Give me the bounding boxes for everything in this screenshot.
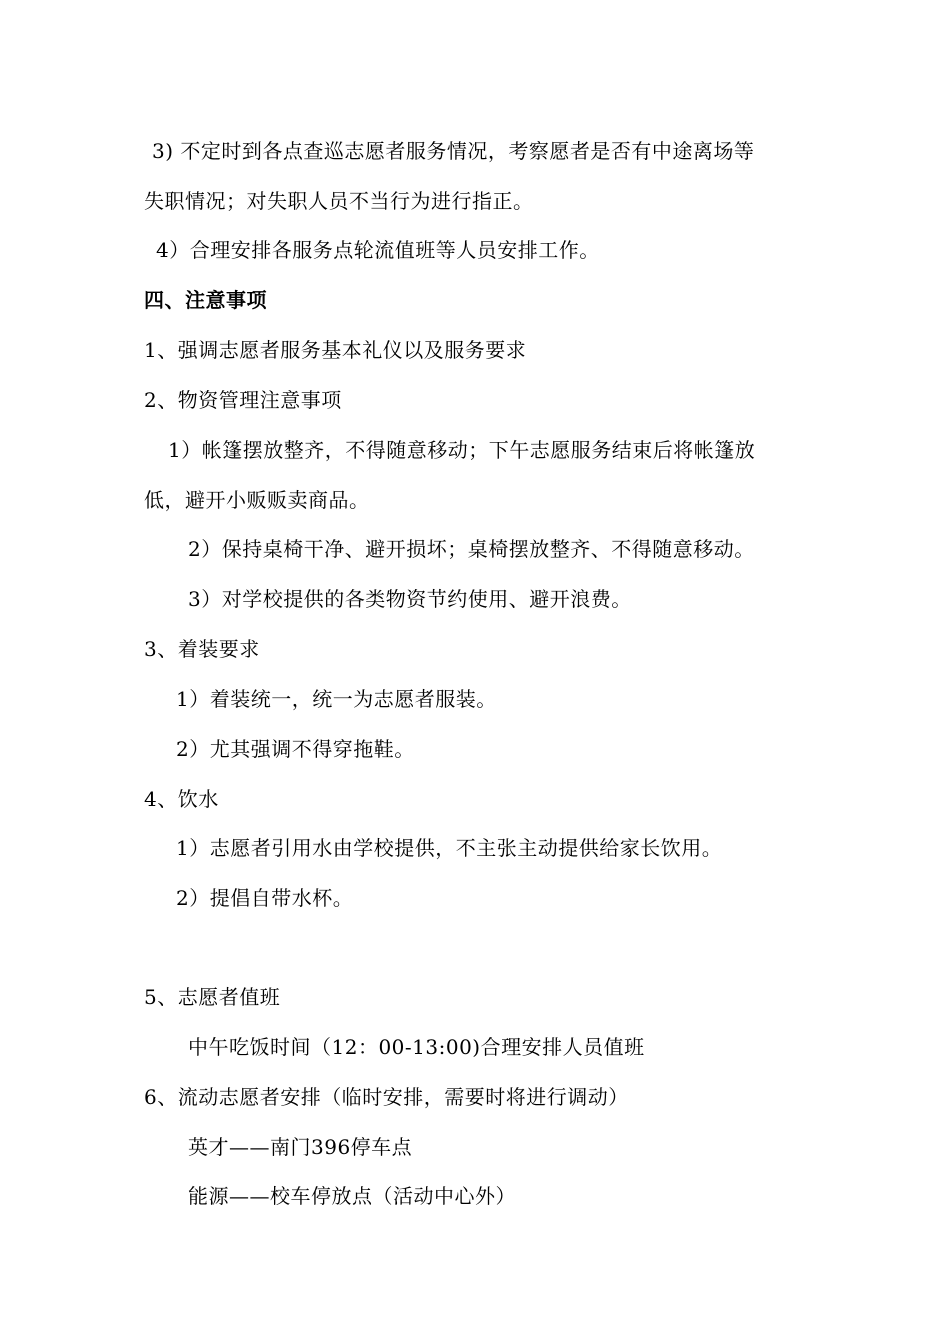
paragraph-line: 中午吃饭时间（12：00-13:00)合理安排人员值班	[188, 1035, 645, 1059]
sub-item: 1）帐篷摆放整齐，不得随意移动；下午志愿服务结束后将帐篷放	[168, 438, 756, 462]
sub-item: 2）提倡自带水杯。	[176, 886, 354, 910]
sub-item: 2）尤其强调不得穿拖鞋。	[176, 737, 415, 761]
paragraph-line: 英才——南门396停车点	[188, 1135, 413, 1159]
sub-item: 1）志愿者引用水由学校提供，不主张主动提供给家长饮用。	[176, 836, 723, 860]
paragraph-line: 低，避开小贩贩卖商品。	[144, 488, 370, 512]
sub-item: 2）保持桌椅干净、避开损坏；桌椅摆放整齐、不得随意移动。	[188, 537, 755, 561]
list-item: 6、流动志愿者安排（临时安排，需要时将进行调动）	[144, 1085, 629, 1109]
list-item: 2、物资管理注意事项	[144, 388, 342, 412]
list-item: 3、着装要求	[144, 637, 260, 661]
list-item: 1、强调志愿者服务基本礼仪以及服务要求	[144, 338, 527, 362]
list-item: 4、饮水	[144, 787, 219, 811]
paragraph-line: 4）合理安排各服务点轮流值班等人员安排工作。	[156, 238, 600, 262]
section-heading: 四、注意事项	[144, 288, 267, 312]
sub-item: 3）对学校提供的各类物资节约使用、避开浪费。	[188, 587, 632, 611]
sub-item: 1）着装统一，统一为志愿者服装。	[176, 687, 497, 711]
list-item: 5、志愿者值班	[144, 985, 281, 1009]
paragraph-line: 能源——校车停放点（活动中心外）	[188, 1184, 516, 1208]
paragraph-line: 失职情况；对失职人员不当行为进行指正。	[144, 189, 534, 213]
paragraph-line: 3) 不定时到各点查巡志愿者服务情况，考察愿者是否有中途离场等	[152, 139, 755, 163]
